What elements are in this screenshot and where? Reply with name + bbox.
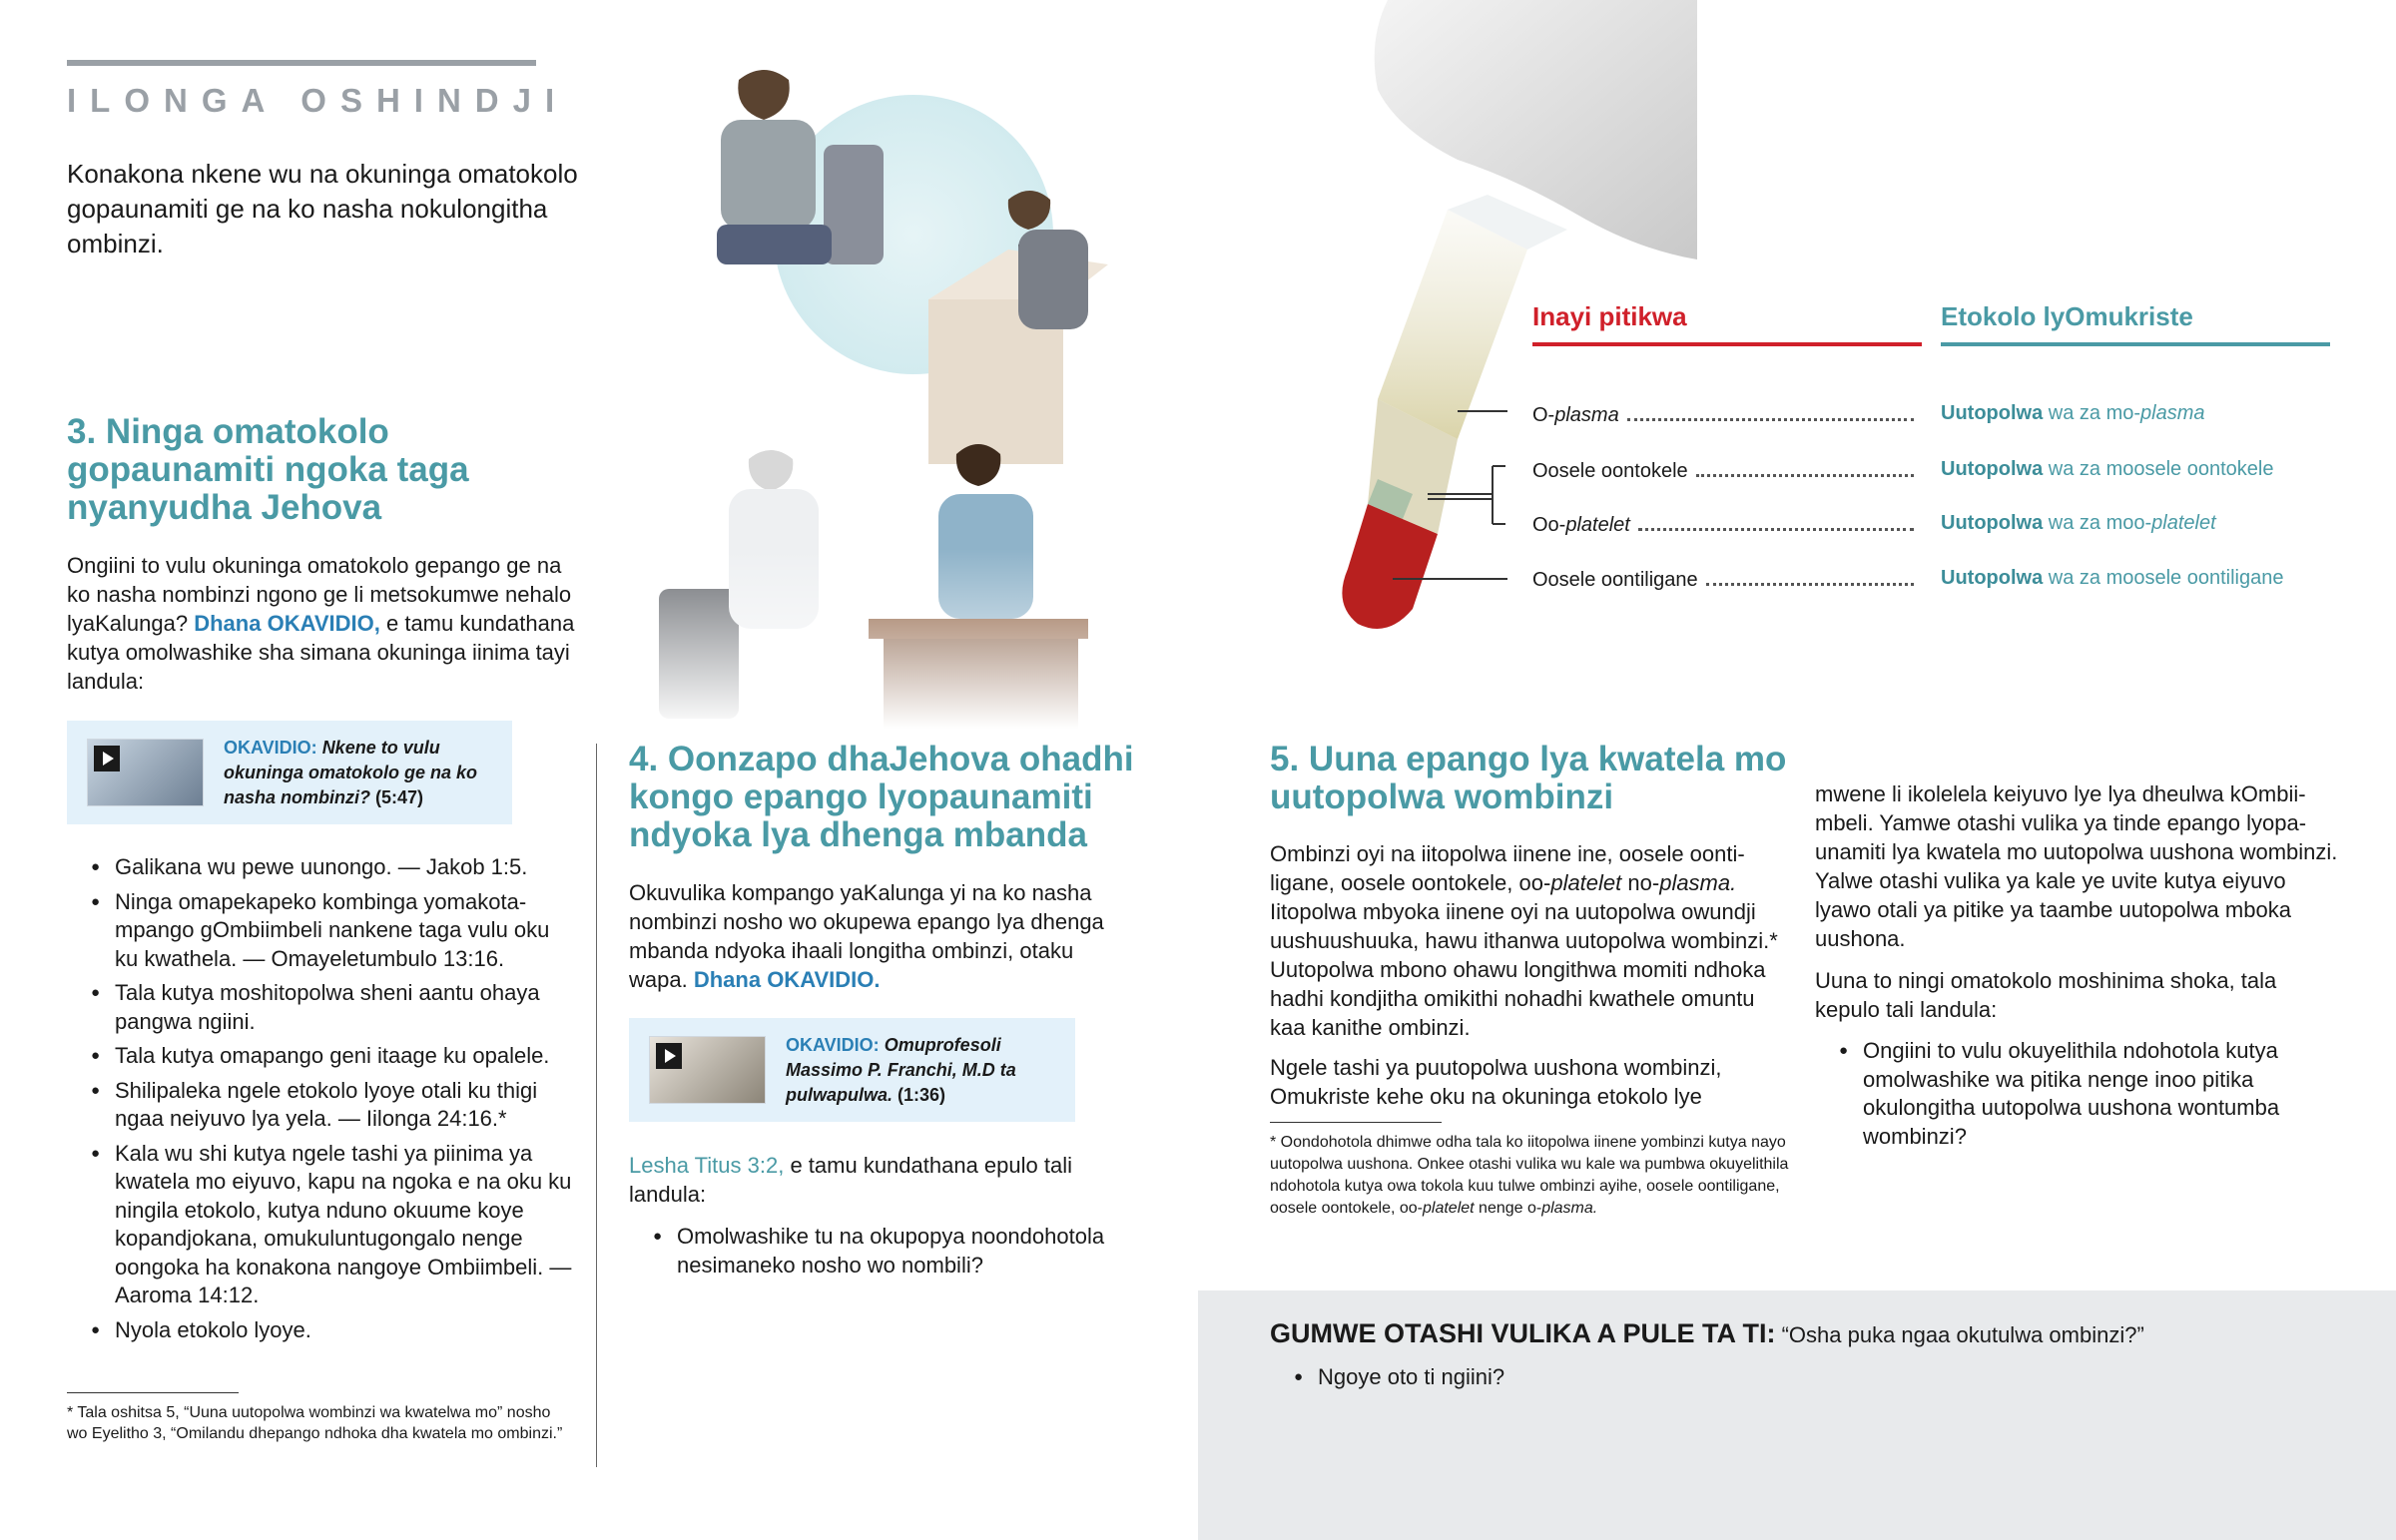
leader-dots: [1706, 583, 1914, 586]
red-rule: [1532, 342, 1922, 346]
video-label: OKAVIDIO:: [786, 1034, 880, 1055]
list-item: ● Galikana wu pewe uunongo. — Jakob 1:5.: [67, 853, 576, 882]
play-icon[interactable]: [656, 1043, 682, 1069]
section5-p3: mwene li ikolelela keiyuvo lye lya dheulwa kOmbiimbeli. Yamwe otashi vulika ya tinde epango lyopaunamiti lya kwatela mo uutopolwa uushona wombinzi. Yalwe otashi vulika ya kale ye uvite kutya eiyuvo lyawo otali ya pitike ya taambe uutopolwa mboka uushona.: [1815, 781, 2338, 951]
fraction-label: Uutopolwa wa za moo-platelet: [1941, 512, 2216, 534]
list-item: ● Ngoye oto ti ngiini?: [1270, 1363, 2168, 1392]
section3-body: [67, 551, 576, 696]
not-allowed-label: Inayi pitikwa: [1532, 301, 1687, 331]
video-duration: (5:47): [375, 786, 424, 807]
intro-text: Konakona nkene wu na okuninga omatokolo gopaunamiti ge na ko nasha nokulongitha ombinzi.: [67, 159, 578, 258]
video-link[interactable]: Dhana OKAVIDIO,: [194, 611, 380, 636]
component-label: O-plasma: [1532, 404, 1619, 426]
question-line: [1270, 1317, 2368, 1351]
section3-body-text: Ongiini to vulu okuninga omatokolo gepango ge na ko nasha nombinzi ngono ge li metsokumwe nehalo lyaKalunga?: [67, 553, 572, 636]
list-item: ● Ninga omapekapeko kombinga yomakotampango gOmbiimbeli nankene taga vulu oku ku kwathela. — Omayeletumbulo 13:16.: [67, 888, 576, 974]
section4-read-text: e tamu kundathana epulo tali landula:: [629, 1153, 1072, 1207]
section5-p1: Ombinzi oyi na iitopolwa iinene ine, oosele oontiligane, oosele oontokele, oo-platelet no-plasma. Iitopolwa mbyoka iinene oyi na uutopolwa owundji uushuushuuka, hawu ithanwa uutopolwa wombinzi.* Uutopolwa mbono ohawu longithwa momiti ndhoka hadhi kondjitha omikithi nohadhi kwathele omuntu kaa kanithe ombinzi.: [1270, 841, 1778, 1040]
section3-heading: 3. Ninga omatokolo gopaunamiti ngoka taga nyanyudha Jehova: [67, 412, 469, 527]
section4-body-text: Okuvulika kompango yaKalunga yi na ko nasha nombinzi nosho wo okupewa epango lya dhenga mbanda ndyoka ihaali longitha ombinzi, otaku wapa.: [629, 880, 1104, 992]
component-label: Oo-platelet: [1532, 514, 1630, 536]
footnote-rule: [1270, 1122, 1442, 1123]
consultation-illustration: [629, 50, 1168, 729]
video-title: Omuprofesoli Massimo P. Franchi, M.D ta pulwapulwa.: [786, 1034, 1016, 1105]
diagram-header-right: [1941, 301, 2330, 346]
leader-dots: [1627, 418, 1914, 421]
list-item: ● Tala kutya moshitopolwa sheni aantu ohaya pangwa ngiini.: [67, 979, 576, 1036]
video-title-1: [224, 736, 503, 810]
question-lead: GUMWE OTASHI VULIKA A PULE TA TI:: [1270, 1318, 1776, 1348]
scripture-link[interactable]: Lesha Titus 3:2,: [629, 1153, 785, 1178]
question-text: “Osha puka ngaa okutulwa ombinzi?”: [1781, 1322, 2144, 1347]
section-label: ILONGA OSHINDJI: [67, 82, 569, 119]
section5-list: [1815, 1037, 2334, 1157]
diagram-row: [1532, 399, 1922, 427]
section-rule: [67, 60, 536, 66]
diagram-right-column: [1941, 399, 2380, 592]
section5-footnote: * Oondohotola dhimwe odha tala ko iitopolwa iinene yombinzi kutya nayo uutopolwa uushona. Onkee otashi vulika wu kale wa pumbwa okuyelithila ndohotola kutya owa tokola kuu tulwe ombinzi ayihe, oosele oontiligane, oosele oontokele, oo-platelet nenge o-plasma.: [1270, 1134, 1789, 1217]
leader-dots: [1696, 474, 1914, 477]
section5-p2: Ngele tashi ya puutopolwa uushona wombinzi, Omukriste kehe oku na okuninga etokolo lye: [1270, 1055, 1722, 1109]
column-divider: [596, 744, 597, 1467]
play-icon[interactable]: [94, 746, 120, 771]
video-card-2[interactable]: [629, 1018, 1075, 1122]
video-duration: (1:36): [898, 1084, 946, 1105]
teal-rule: [1941, 342, 2330, 346]
section3-footnote: * Tala oshitsa 5, “Uuna uutopolwa wombinzi wa kwatelwa mo” nosho wo Eyelitho 3, “Omilandu dhepango ndhoka dha kwatela mo ombinzi.”: [67, 1404, 563, 1442]
leader-dots: [1638, 528, 1914, 531]
component-label: Oosele oontokele: [1532, 460, 1688, 482]
section4-body: [629, 878, 1128, 994]
list-item: ● Ongiini to vulu okuyelithila ndohotola kutya omolwashike wa pitika nenge inoo pitika okulongitha uutopolwa uushona wontumba wombinzi?: [1815, 1037, 2334, 1151]
diagram-row: [1532, 455, 1922, 483]
fraction-label: Uutopolwa wa za moosele oontiligane: [1941, 567, 2284, 589]
video-thumbnail[interactable]: [649, 1036, 766, 1104]
video-thumbnail[interactable]: [87, 739, 204, 806]
section5-p4: Uuna to ningi omatokolo moshinima shoka, tala kepulo tali landula:: [1815, 968, 2277, 1022]
list-item: ● Tala kutya omapango geni itaage ku opalele.: [67, 1042, 576, 1071]
diagram-header-left: [1532, 301, 1922, 346]
video-link[interactable]: Dhana OKAVIDIO.: [693, 967, 881, 992]
section3-body-rest: e tamu kundathana kutya omolwashike sha simana okuninga iinima tayi landula:: [67, 611, 575, 694]
video-title-2: [786, 1033, 1045, 1108]
video-title: Nkene to vulu okuninga omatokolo ge na ko nasha nombinzi?: [224, 737, 478, 807]
section4-read: [629, 1151, 1128, 1209]
list-item: ● Shilipaleka ngele etokolo lyoye otali ku thigi ngaa neiyuvo lya yela. — Iilonga 24:16.*: [67, 1077, 576, 1134]
diagram-row: [1532, 564, 1922, 592]
section4-list: [629, 1223, 1128, 1285]
section4-heading: 4. Oonzapo dhaJehova ohadhi kongo epango lyopaunamiti ndyoka lya dhenga mbanda: [629, 740, 1134, 854]
list-item: ● Kala wu shi kutya ngele tashi ya piinima ya kwatela mo eiyuvo, kapu na ngoka e na oku ku ningila etokolo, kutya nduno okuume koye kopandjokana, omukuluntugongalo nenge oongoka ha konakona nangoye Ombiimbeli. — Aaroma 14:12.: [67, 1140, 576, 1310]
list-item: ● Omolwashike tu na okupopya noondohotola nesimaneko nosho wo nombili?: [629, 1223, 1128, 1280]
footnote-rule: [67, 1392, 239, 1393]
section3-list: [67, 853, 576, 1350]
fraction-label: Uutopolwa wa za moosele oontokele: [1941, 458, 2274, 480]
diagram-left-column: [1532, 399, 1922, 592]
christian-decision-label: Etokolo lyOmukriste: [1941, 301, 2193, 331]
list-item: ● Nyola etokolo lyoye.: [67, 1316, 576, 1345]
video-label: OKAVIDIO:: [224, 737, 317, 758]
section5-heading: 5. Uuna epango lya kwatela mo uutopolwa wombinzi: [1270, 740, 1787, 816]
diagram-row: [1532, 509, 1922, 537]
component-label: Oosele oontiligane: [1532, 569, 1698, 591]
bottom-list: [1270, 1363, 2168, 1398]
fraction-label: Uutopolwa wa za mo-plasma: [1941, 402, 2205, 424]
video-card-1[interactable]: [67, 721, 512, 824]
